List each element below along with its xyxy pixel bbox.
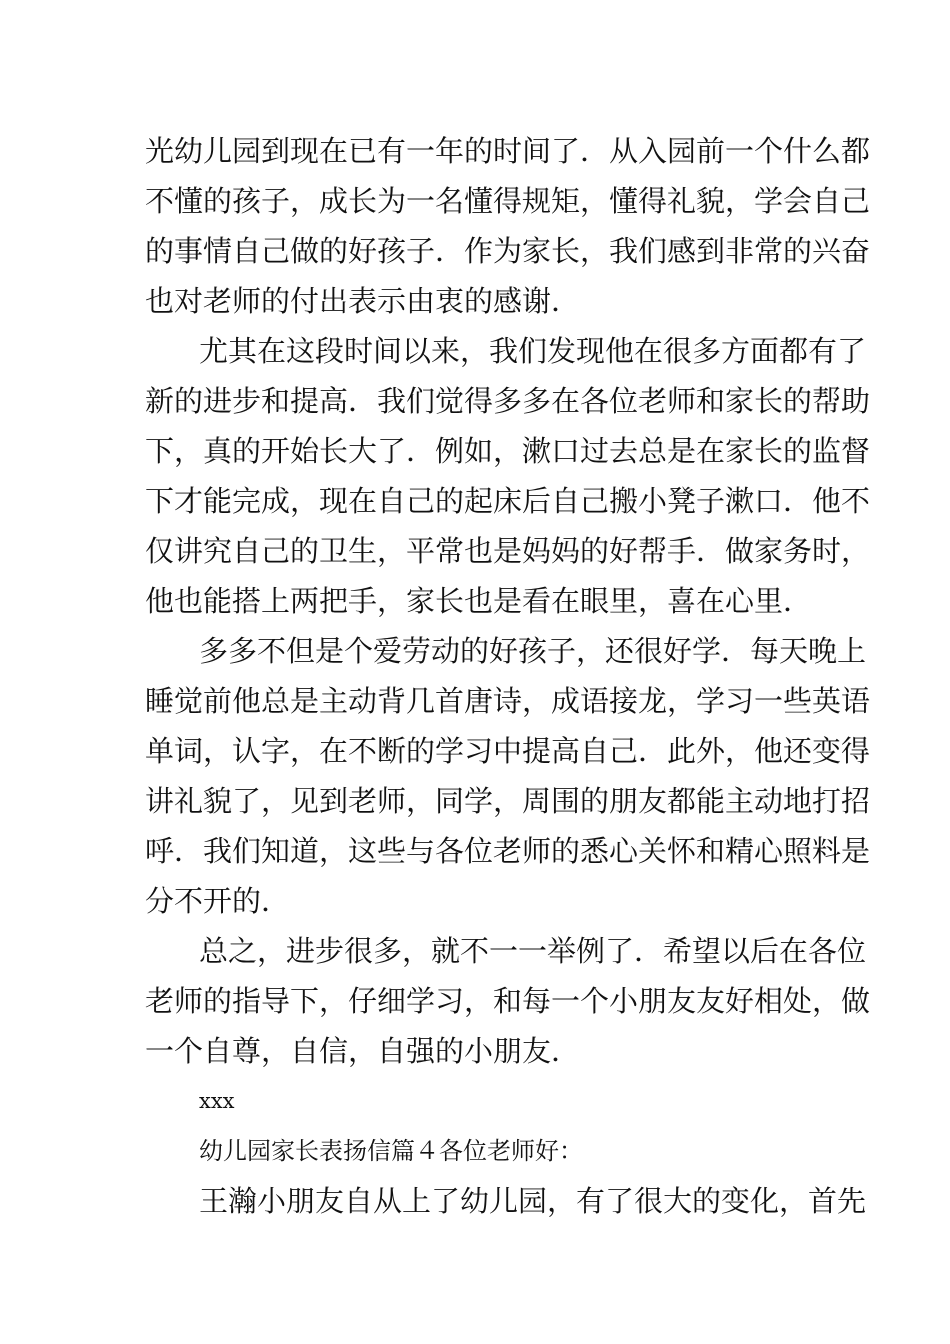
text-line: 讲礼貌了，见到老师，同学，周围的朋友都能主动地打招 (145, 784, 871, 818)
signature-line: xxx (199, 1089, 235, 1113)
text-line: 新的进步和提高．我们觉得多多在各位老师和家长的帮助 (145, 384, 871, 418)
text-line: 老师的指导下，仔细学习，和每一个小朋友友好相处，做 (145, 984, 871, 1018)
text-line: 一个自尊，自信，自强的小朋友． (145, 1034, 581, 1068)
section-heading-line: 幼儿园家长表扬信篇４各位老师好： (199, 1137, 583, 1165)
paragraph-start-line: 多多不但是个爱劳动的好孩子，还很好学．每天晚上 (199, 634, 867, 668)
paragraph-start-line: 总之，进步很多，就不一一举例了．希望以后在各位 (199, 934, 867, 968)
text-line: 睡觉前他总是主动背几首唐诗，成语接龙，学习一些英语 (145, 684, 871, 718)
text-line: 光幼儿园到现在已有一年的时间了．从入园前一个什么都 (145, 134, 871, 168)
text-line: 下才能完成，现在自己的起床后自己搬小凳子漱口．他不 (145, 484, 871, 518)
text-line: 不懂的孩子，成长为一名懂得规矩，懂得礼貌，学会自己 (145, 184, 871, 218)
text-line: 仅讲究自己的卫生，平常也是妈妈的好帮手．做家务时， (145, 534, 871, 568)
text-line: 单词，认字，在不断的学习中提高自己．此外，他还变得 (145, 734, 871, 768)
text-line: 分不开的． (145, 884, 291, 918)
text-line: 下，真的开始长大了．例如，漱口过去总是在家长的监督 (145, 434, 871, 468)
text-line: 他也能搭上两把手，家长也是看在眼里，喜在心里． (145, 584, 813, 618)
text-line: 也对老师的付出表示由衷的感谢． (145, 284, 581, 318)
paragraph-start-line: 尤其在这段时间以来，我们发现他在很多方面都有了 (199, 334, 867, 368)
document-body (145, 126, 871, 1226)
text-line: 的事情自己做的好孩子．作为家长，我们感到非常的兴奋 (145, 234, 871, 268)
paragraph-start-line: 王瀚小朋友自从上了幼儿园，有了很大的变化，首先 (199, 1184, 867, 1218)
text-line: 呼．我们知道，这些与各位老师的悉心关怀和精心照料是 (145, 834, 871, 868)
